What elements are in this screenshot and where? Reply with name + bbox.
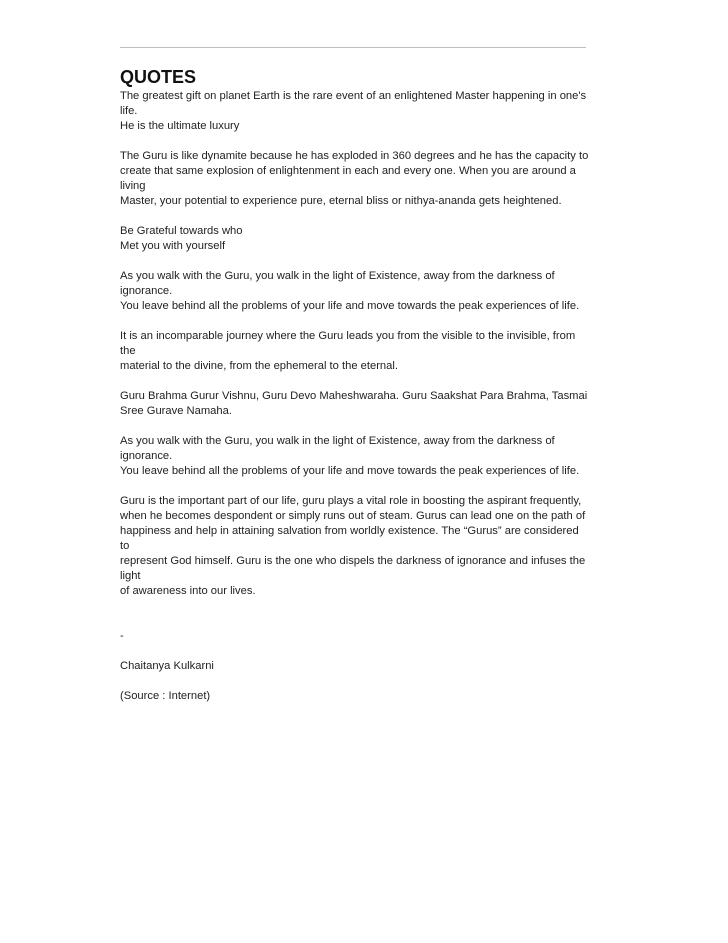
quote-paragraph-2: The Guru is like dynamite because he has exploded in 360 degrees and he has the capacity to create that same explosion of enlightenment in each and every one. When you are around a living Master, your potential to experience pure, eternal bliss or nithya-ananda gets heightened.: [120, 150, 589, 207]
quote-paragraph-3: Be Grateful towards who Met you with yourself: [120, 225, 243, 252]
header-rule: [120, 47, 586, 48]
quote-paragraph-5: It is an incomparable journey where the Guru leads you from the visible to the invisible, from the material to the divine, from the ephemeral to the eternal.: [120, 330, 576, 372]
quote-paragraph-8: Guru is the important part of our life, guru plays a vital role in boosting the aspirant frequently, when he becomes despondent or simply runs out of steam. Gurus can lead one on the path of happiness and help in attaining salvation from worldly existence. The “Gurus” are considered to represent God himself. Guru is the one who dispels the darkness of ignorance and infuses the light of awareness into our lives.: [120, 495, 586, 597]
quote-paragraph-1: The greatest gift on planet Earth is the rare event of an enlightened Master happening in one's life. He is the ultimate luxury: [120, 90, 587, 132]
document-body: [120, 89, 590, 719]
quote-paragraph-7: As you walk with the Guru, you walk in the light of Existence, away from the darkness of ignorance. You leave behind all the problems of your life and move towards the peak experiences of life.: [120, 435, 580, 477]
quote-paragraph-4: As you walk with the Guru, you walk in the light of Existence, away from the darkness of ignorance. You leave behind all the problems of your life and move towards the peak experiences of life.: [120, 270, 580, 312]
author-name: Chaitanya Kulkarni: [120, 660, 214, 672]
source-note: (Source : Internet): [120, 690, 211, 702]
quote-paragraph-6: Guru Brahma Gurur Vishnu, Guru Devo Maheshwaraha. Guru Saakshat Para Brahma, Tasmai Sree Gurave Namaha.: [120, 390, 588, 417]
signature-dash: -: [120, 630, 124, 642]
page-title: QUOTES: [120, 67, 197, 87]
signature-block: [120, 614, 590, 719]
